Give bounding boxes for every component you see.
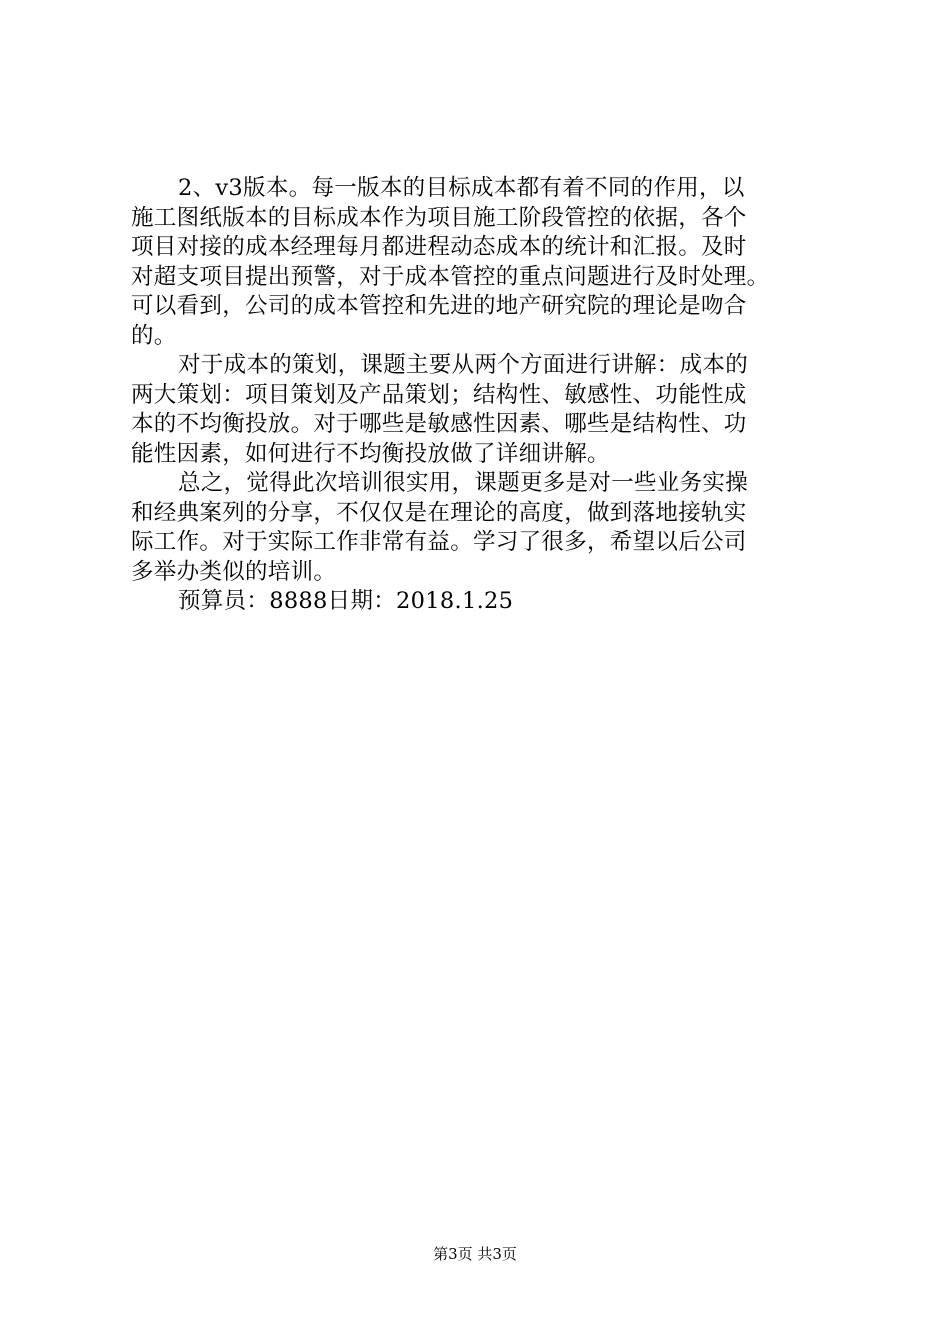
paragraph-line: 2、v3版本。每一版本的目标成本都有着不同的作用，以 <box>178 175 745 201</box>
paragraph-line: 对于成本的策划，课题主要从两个方面进行讲解：成本的 <box>178 352 749 378</box>
paragraph-line: 对超支项目提出预警，对于成本管控的重点问题进行及时处理。 <box>131 263 770 290</box>
paragraph-line: 施工图纸版本的目标成本作为项目施工阶段管控的依据，各个 <box>131 204 747 231</box>
paragraph-line: 多举办类似的培训。 <box>131 558 337 585</box>
paragraph-line: 项目对接的成本经理每月都进程动态成本的统计和汇报。及时 <box>131 234 747 260</box>
paragraph-line: 际工作。对于实际工作非常有益。学习了很多，希望以后公司 <box>131 529 747 555</box>
signature-line: 预算员：8888日期：2018.1.25 <box>178 588 514 614</box>
paragraph-line: 和经典案列的分享，不仅仅是在理论的高度，做到落地接轨实 <box>131 499 747 526</box>
paragraph-line: 可以看到，公司的成本管控和先进的地产研究院的理论是吻合 <box>131 293 747 319</box>
paragraph-line: 能性因素，如何进行不均衡投放做了详细讲解。 <box>131 440 610 467</box>
page-footer <box>0 1244 950 1264</box>
document-body <box>131 174 849 617</box>
paragraph-line: 本的不均衡投放。对于哪些是敏感性因素、哪些是结构性、功 <box>131 411 747 437</box>
paragraph-line: 的。 <box>131 322 177 349</box>
page-number: 第3页 共3页 <box>433 1245 517 1263</box>
paragraph-line: 总之，觉得此次培训很实用，课题更多是对一些业务实操 <box>178 470 749 496</box>
paragraph-line: 两大策划：项目策划及产品策划；结构性、敏感性、功能性成 <box>131 381 747 408</box>
